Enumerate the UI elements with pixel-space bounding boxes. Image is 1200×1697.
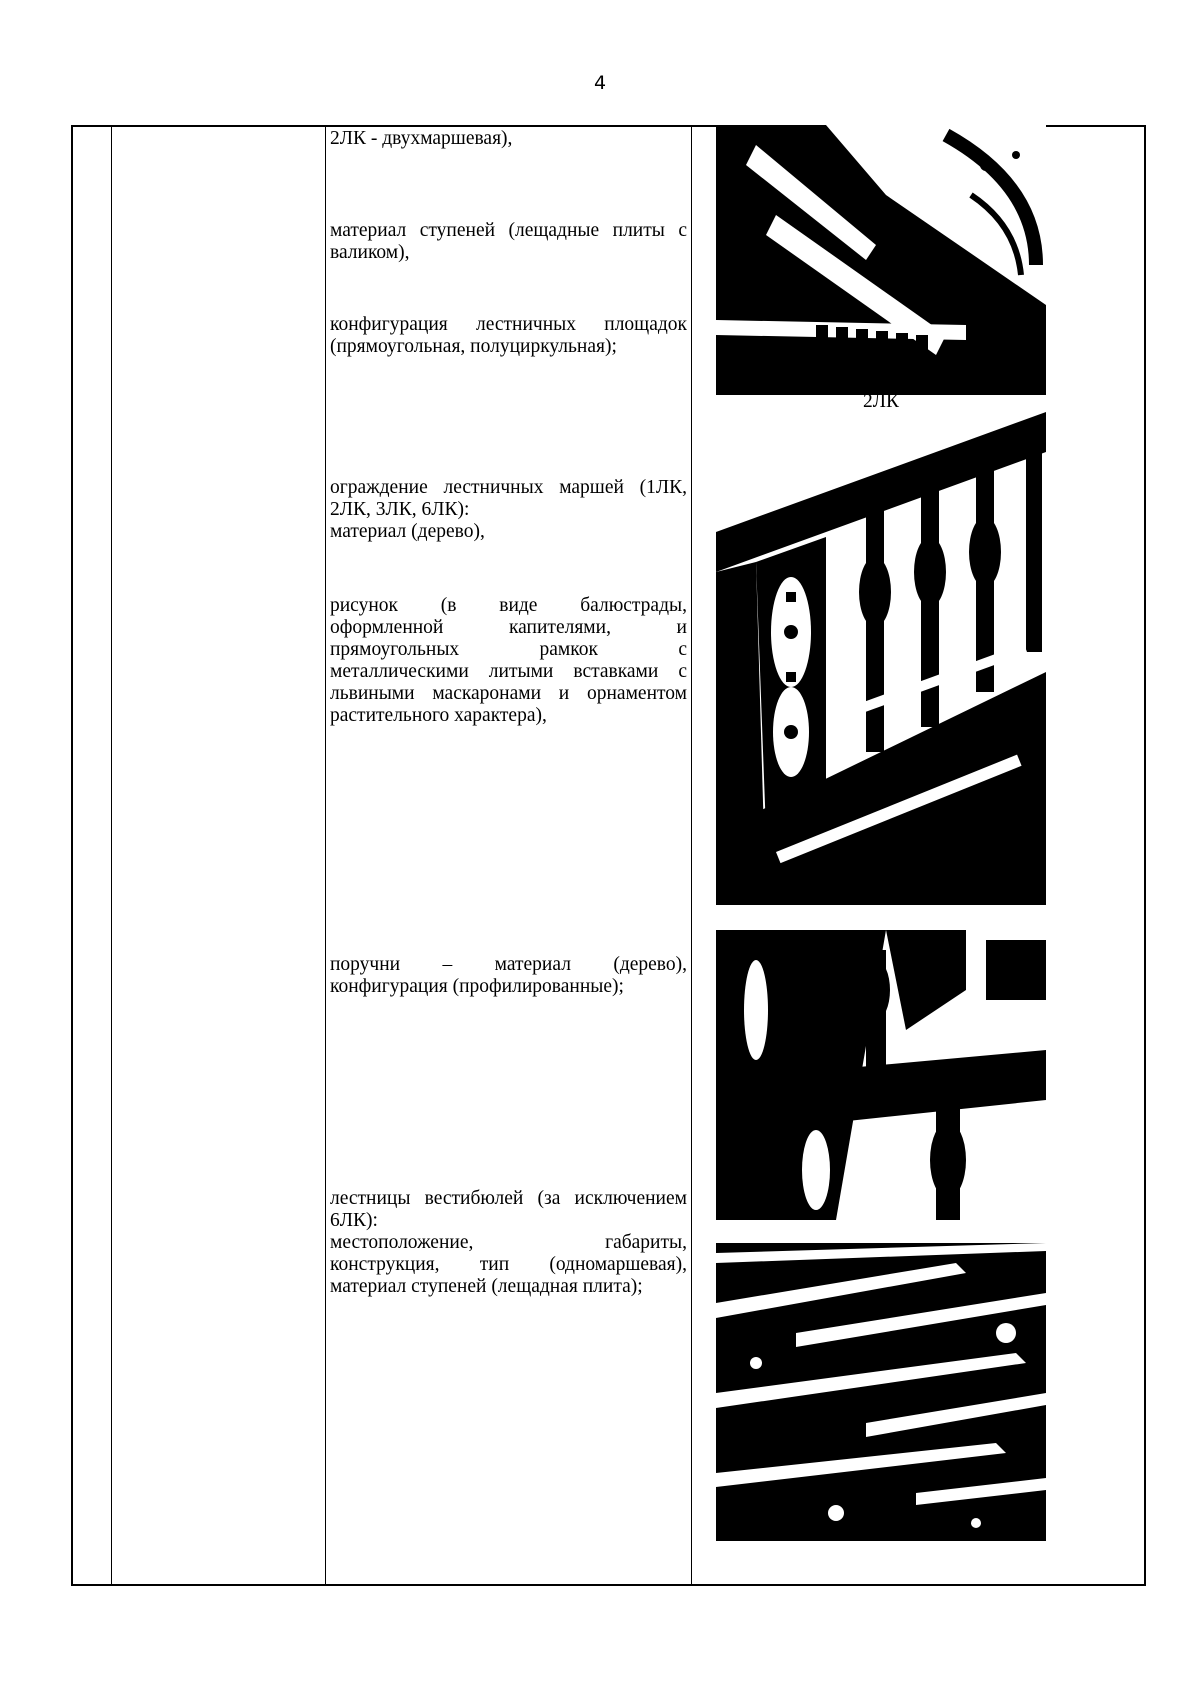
text-line: растительного характера), <box>330 705 547 726</box>
stair-type-text <box>330 128 687 150</box>
text-line: местоположение, габариты, <box>330 1232 687 1253</box>
text-line: конструкция, тип (одномаршевая), <box>330 1254 687 1275</box>
photo-caption: 2ЛК <box>863 391 899 412</box>
text-line: материал (дерево), <box>330 521 485 542</box>
text-line: металлическими литыми вставками с <box>330 661 687 682</box>
text-line: оформленной капителями, и <box>330 617 687 638</box>
landing-config-text <box>330 314 687 358</box>
text-line: лестницы вестибюлей (за исключением <box>330 1188 687 1209</box>
text-line: львиными маскаронами и орнаментом <box>330 683 687 704</box>
column-divider <box>325 127 326 1584</box>
railing-title-text <box>330 477 687 543</box>
vestibule-stairs-text <box>330 1188 687 1298</box>
text-line: конфигурация (профилированные); <box>330 976 624 997</box>
column-divider <box>691 127 692 1584</box>
text-line: (прямоугольная, полуциркульная); <box>330 336 617 357</box>
railing-photo <box>716 412 1046 905</box>
text-line: материал ступеней (лещадная плита); <box>330 1276 643 1297</box>
handrail-photo-image <box>716 930 1046 1220</box>
text-line: конфигурация лестничных площадок <box>330 314 687 335</box>
vestibule-stairs-photo-image <box>716 1243 1046 1541</box>
text-line: 2ЛК - двухмаршевая), <box>330 128 513 149</box>
staircase-photo-2lk-image <box>716 125 1046 395</box>
text-line: 2ЛК, 3ЛК, 6ЛК): <box>330 499 470 520</box>
text-line: рисунок (в виде балюстрады, <box>330 595 687 616</box>
text-line: ограждение лестничных маршей (1ЛК, <box>330 477 687 498</box>
column-divider <box>111 127 112 1584</box>
text-line: 6ЛК): <box>330 1210 378 1231</box>
staircase-photo-2lk <box>716 125 1046 395</box>
railing-photo-image <box>716 412 1046 905</box>
text-line: поручни – материал (дерево), <box>330 954 687 975</box>
text-line: прямоугольных рамкок с <box>330 639 687 660</box>
vestibule-stairs-photo <box>716 1243 1046 1541</box>
handrails-text <box>330 954 687 998</box>
railing-pattern-text <box>330 595 687 727</box>
step-material-text <box>330 220 687 264</box>
handrail-photo <box>716 930 1046 1220</box>
page-number: 4 <box>593 72 607 94</box>
text-line: валиком), <box>330 242 410 263</box>
text-line: материал ступеней (лещадные плиты с <box>330 220 687 241</box>
